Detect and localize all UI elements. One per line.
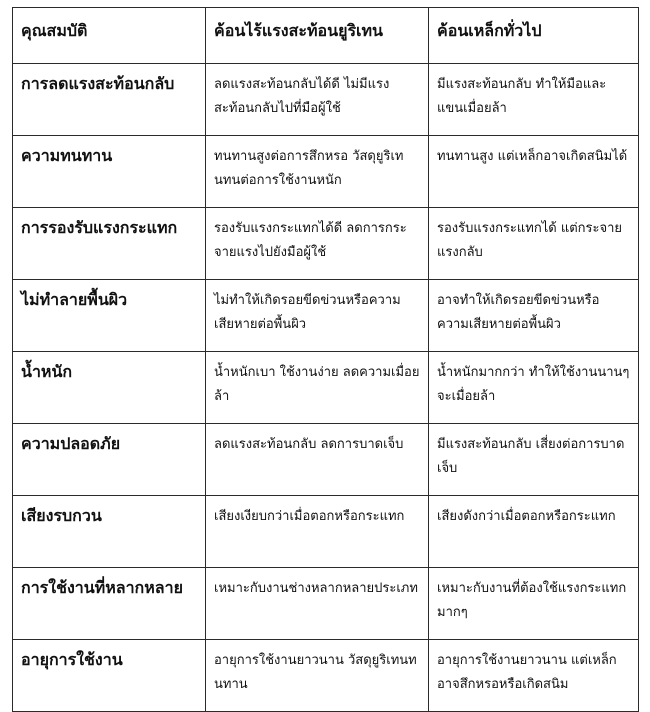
urethane-cell: เหมาะกับงานช่างหลากหลายประเภท bbox=[206, 568, 429, 640]
steel-cell: น้ำหนักมากกว่า ทำให้ใช้งานนานๆ จะเมื่อยล้า bbox=[429, 352, 639, 424]
attribute-cell: ไม่ทำลายพื้นผิว bbox=[13, 280, 206, 352]
attribute-cell: การใช้งานที่หลากหลาย bbox=[13, 568, 206, 640]
attribute-cell: น้ำหนัก bbox=[13, 352, 206, 424]
table-row bbox=[13, 208, 639, 280]
attribute-cell: ความปลอดภัย bbox=[13, 424, 206, 496]
steel-cell: รองรับแรงกระแทกได้ แต่กระจายแรงกลับ bbox=[429, 208, 639, 280]
urethane-cell: ลดแรงสะท้อนกลับ ลดการบาดเจ็บ bbox=[206, 424, 429, 496]
attribute-cell: เสียงรบกวน bbox=[13, 496, 206, 568]
table-row bbox=[13, 568, 639, 640]
steel-cell: อายุการใช้งานยาวนาน แต่เหล็กอาจสึกหรอหรือเกิดสนิม bbox=[429, 640, 639, 712]
steel-cell: อาจทำให้เกิดรอยขีดข่วนหรือความเสียหายต่อพื้นผิว bbox=[429, 280, 639, 352]
steel-cell: เหมาะกับงานที่ต้องใช้แรงกระแทกมากๆ bbox=[429, 568, 639, 640]
attribute-cell: การรองรับแรงกระแทก bbox=[13, 208, 206, 280]
urethane-cell: รองรับแรงกระแทกได้ดี ลดการกระจายแรงไปยังมือผู้ใช้ bbox=[206, 208, 429, 280]
attribute-cell: อายุการใช้งาน bbox=[13, 640, 206, 712]
table-row bbox=[13, 136, 639, 208]
table-row bbox=[13, 496, 639, 568]
urethane-cell: อายุการใช้งานยาวนาน วัสดุยูริเทนทนทาน bbox=[206, 640, 429, 712]
urethane-cell: เสียงเงียบกว่าเมื่อตอกหรือกระแทก bbox=[206, 496, 429, 568]
comparison-table bbox=[12, 7, 639, 712]
attribute-cell: ความทนทาน bbox=[13, 136, 206, 208]
attribute-cell: การลดแรงสะท้อนกลับ bbox=[13, 64, 206, 136]
urethane-cell: น้ำหนักเบา ใช้งานง่าย ลดความเมื่อยล้า bbox=[206, 352, 429, 424]
header-steel-hammer: ค้อนเหล็กทั่วไป bbox=[429, 8, 639, 64]
header-urethane-hammer: ค้อนไร้แรงสะท้อนยูริเทน bbox=[206, 8, 429, 64]
urethane-cell: ทนทานสูงต่อการสึกหรอ วัสดุยูริเทนทนต่อการใช้งานหนัก bbox=[206, 136, 429, 208]
header-row bbox=[13, 8, 639, 64]
steel-cell: มีแรงสะท้อนกลับ ทำให้มือและแขนเมื่อยล้า bbox=[429, 64, 639, 136]
urethane-cell: ลดแรงสะท้อนกลับได้ดี ไม่มีแรงสะท้อนกลับไปที่มือผู้ใช้ bbox=[206, 64, 429, 136]
table-row bbox=[13, 424, 639, 496]
table-row bbox=[13, 64, 639, 136]
steel-cell: เสียงดังกว่าเมื่อตอกหรือกระแทก bbox=[429, 496, 639, 568]
header-attribute: คุณสมบัติ bbox=[13, 8, 206, 64]
steel-cell: มีแรงสะท้อนกลับ เสี่ยงต่อการบาดเจ็บ bbox=[429, 424, 639, 496]
table-row bbox=[13, 352, 639, 424]
urethane-cell: ไม่ทำให้เกิดรอยขีดข่วนหรือความเสียหายต่อพื้นผิว bbox=[206, 280, 429, 352]
table-row bbox=[13, 280, 639, 352]
steel-cell: ทนทานสูง แต่เหล็กอาจเกิดสนิมได้ bbox=[429, 136, 639, 208]
table-row bbox=[13, 640, 639, 712]
